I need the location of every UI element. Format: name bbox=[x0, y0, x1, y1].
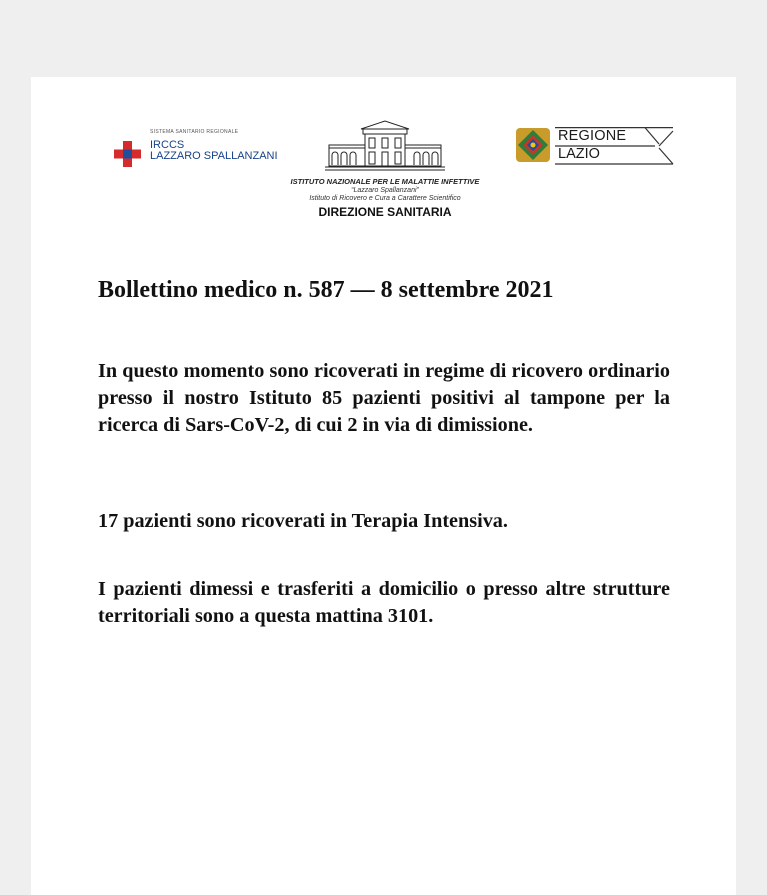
logo-line-spallanzani: LAZZARO SPALLANZANI bbox=[150, 150, 278, 162]
regione-lazio-emblem-icon bbox=[515, 127, 551, 163]
institute-subtitle: Istituto di Ricovero e Cura a Carattere Scientifico bbox=[309, 195, 461, 202]
regione-lazio-logo bbox=[515, 127, 665, 169]
logo-tagline: SISTEMA SANITARIO REGIONALE bbox=[150, 129, 239, 135]
institute-subname: “Lazzaro Spallanzani” bbox=[351, 187, 419, 194]
department-name: DIREZIONE SANITARIA bbox=[318, 205, 452, 219]
institute-logo bbox=[285, 119, 485, 219]
bulletin-title: Bollettino medico n. 587 — 8 settembre 2021 bbox=[98, 277, 554, 303]
logo-line-irccs: IRCCS bbox=[150, 139, 185, 151]
bulletin-paragraph-intensive-care: 17 pazienti sono ricoverati in Terapia Intensiva. bbox=[98, 510, 508, 532]
institute-building-icon bbox=[323, 119, 447, 173]
institute-name: ISTITUTO NAZIONALE PER LE MALATTIE INFETTIVE bbox=[290, 177, 480, 186]
bulletin-paragraph-discharged: I pazienti dimessi e trasferiti a domicilio o presso altre strutture territoriali sono a questa mattina 3101. bbox=[98, 578, 670, 627]
regione-label: REGIONE bbox=[558, 128, 627, 144]
red-cross-icon bbox=[113, 139, 143, 169]
lazio-label: LAZIO bbox=[558, 146, 600, 162]
spallanzani-logo bbox=[113, 129, 303, 179]
bulletin-paragraph-hospitalized: In questo momento sono ricoverati in regime di ricovero ordinario presso il nostro Istituto 85 pazienti positivi al tampone per la ricerca di Sars-CoV-2, di cui 2 in via di dimissione. bbox=[98, 360, 670, 436]
document-page bbox=[31, 77, 736, 895]
